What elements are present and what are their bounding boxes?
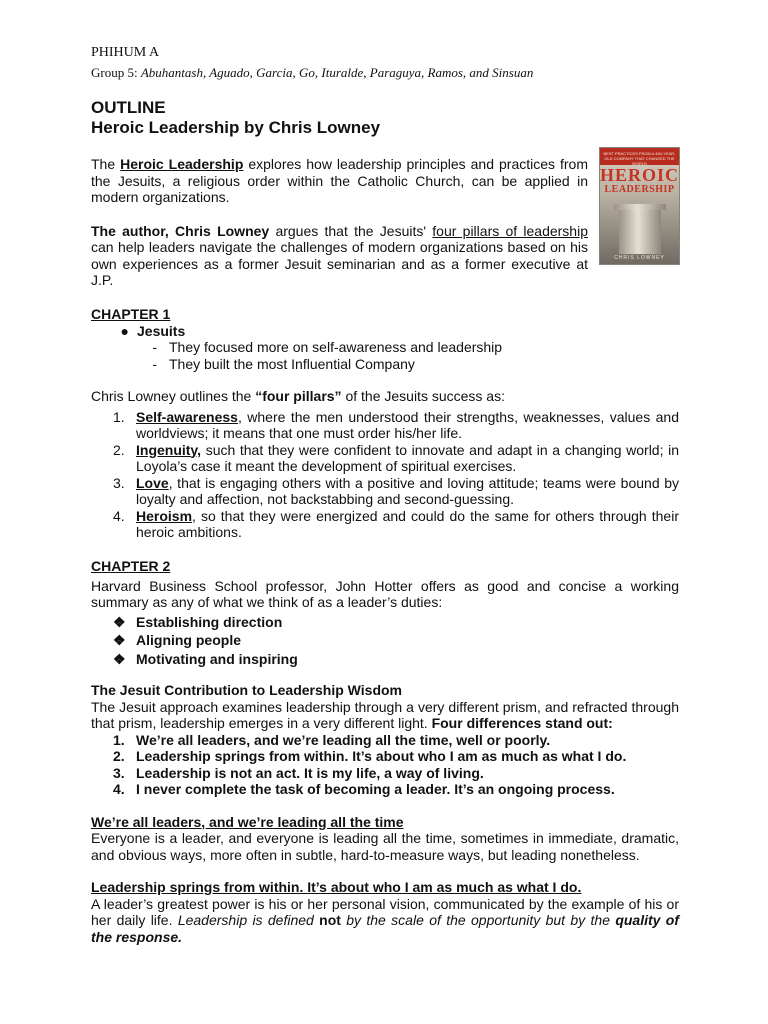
jesuit-contribution-text — [91, 699, 679, 732]
chapter-2-heading: CHAPTER 2 — [91, 557, 171, 574]
list-item — [91, 765, 679, 782]
item-number: 1. — [113, 731, 125, 748]
list-item — [91, 732, 679, 749]
bullet-label: Jesuits — [137, 322, 186, 339]
item-number: 4. — [113, 507, 125, 524]
intro-paragraph-2 — [91, 223, 588, 289]
item-text — [136, 475, 679, 508]
pillar-term: Heroism — [136, 507, 193, 524]
pillar-desc: , where the men understood their strengths, weaknesses, values and worldviews; it means that one must order his/her life. — [136, 408, 679, 441]
intro-paragraph-1 — [91, 156, 588, 206]
group-label: Group 5: — [91, 65, 138, 80]
dash-marker: - — [152, 355, 157, 372]
section-1-heading: We’re all leaders, and we’re leading all the time — [91, 813, 404, 830]
item-number: 2. — [113, 441, 125, 458]
pillar-desc: such that they were confident to innovate and adapt in a changing world; in Loyola’s case it meant the development of spiritual exercises. — [136, 441, 679, 474]
pillar-term: Ingenuity, — [136, 441, 202, 458]
intro-p2-post: can help leaders navigate the challenges of modern organizations based on his own experiences as a former Jesuit seminarian and as a former executive at J.P. — [91, 239, 588, 288]
pillar-term: Love — [136, 474, 169, 491]
chapter-2-intro: Harvard Business School professor, John Hotter offers as good and concise a working summary as any of what we think of as a leader’s duties: — [91, 577, 679, 610]
list-item — [91, 781, 679, 798]
bullet-jesuits — [91, 323, 679, 340]
item-text — [136, 409, 679, 442]
sec2-italic-1: Leadership is defined — [177, 912, 320, 928]
section-2-heading: Leadership springs from within. It’s about who I am as much as what I do. — [91, 879, 582, 895]
list-item — [91, 442, 679, 475]
item-number: 3. — [113, 474, 125, 491]
item-text — [136, 508, 679, 541]
group-members: Abuhantash, Aguado, Garcia, Go, Ituralde, Paraguya, Ramos, and Sinsuan — [140, 65, 534, 80]
dash-marker: - — [152, 339, 157, 355]
four-differences-label: Four differences stand out: — [431, 715, 613, 731]
intro-author: The author, Chris Lowney — [91, 222, 270, 239]
pillar-desc: , so that they were energized and could do the same for others through their heroic ambitions. — [136, 507, 679, 540]
book-cover-banner — [600, 148, 679, 165]
pillar-desc: , that is engaging others with a positive and loving attitude; teams were bound by loyalty and affection, not backstabbing and second-guessing. — [136, 474, 679, 507]
outline-title: OUTLINE — [91, 98, 166, 117]
list-item — [91, 748, 679, 765]
differences-list — [91, 732, 679, 798]
section-2-text — [91, 896, 679, 946]
sec2-text: A leader’s greatest power is his or her personal vision, communicated by the example of his or her daily life. — [91, 895, 679, 928]
sec2-italic-2: by the scale of the opportunity but by the — [340, 912, 616, 928]
book-cover-author: CHRIS LOWNEY — [614, 255, 665, 261]
duty-item — [91, 631, 679, 650]
sec2-bold-quality: quality of the response. — [91, 912, 679, 945]
chapter-1-heading: CHAPTER 1 — [91, 305, 171, 322]
diamond-bullet-icon: ❖ — [113, 650, 126, 667]
item-number: 2. — [113, 748, 125, 764]
duty-text: Aligning people — [136, 632, 241, 648]
diamond-bullet-icon: ❖ — [113, 613, 126, 630]
item-number: 4. — [113, 781, 125, 797]
pillars-bold: “four pillars” — [255, 388, 342, 404]
book-cover-tagline: BEST PRACTICES FROM A 450-YEAR-OLD COMPANY THAT CHANGED THE WORLD — [603, 151, 676, 166]
dash-text: They focused more on self-awareness and leadership — [169, 339, 503, 355]
duty-text: Motivating and inspiring — [136, 650, 298, 667]
book-title-heading: Heroic Leadership by Chris Lowney — [91, 118, 381, 137]
pillars-intro — [91, 388, 679, 405]
difference-text: Leadership springs from within. It’s about who I am as much as what I do. — [136, 748, 627, 764]
pillars-pre: Chris Lowney outlines the — [91, 388, 256, 404]
jesuit-contribution-heading: The Jesuit Contribution to Leadership Wisdom — [91, 682, 402, 698]
heroic-leadership-term: Heroic Leadership — [120, 156, 244, 172]
section-1-text: Everyone is a leader, and everyone is leading all the time, sometimes in immediate, dramatic, and obvious ways, more often in subtle, hard-to-measure ways, but leading nonetheless. — [91, 830, 679, 863]
list-item — [91, 409, 679, 442]
pillar-column — [619, 210, 661, 254]
book-cover-title: HEROIC — [600, 165, 680, 185]
difference-text: We’re all leaders, and we’re leading all the time, well or poorly. — [136, 731, 551, 748]
pillar-term: Self-awareness — [136, 408, 238, 425]
list-item — [91, 475, 679, 508]
book-cover-subtitle: LEADERSHIP — [604, 184, 675, 195]
list-item — [91, 508, 679, 541]
item-text — [136, 442, 679, 475]
jesuit-text: The Jesuit approach examines leadership through a very different prism, and refracted through that prism, leadership emerges in a very different light. — [91, 698, 679, 731]
diamond-bullet-icon: ❖ — [113, 632, 126, 648]
dash-item — [91, 339, 679, 356]
intro-p2-mid: argues that the Jesuits' — [269, 222, 433, 239]
item-number: 3. — [113, 764, 125, 781]
bullet-dot-icon: ● — [120, 322, 129, 339]
intro-p1-post: explores how leadership principles and practices from the Jesuits, a religious order within the Catholic Church, can be applied in modern organizations. — [91, 156, 588, 205]
difference-text: I never complete the task of becoming a leader. It’s an ongoing process. — [136, 781, 615, 797]
item-number: 1. — [113, 408, 125, 425]
sec2-bold-not: not — [319, 912, 341, 928]
duty-text: Establishing direction — [136, 613, 283, 630]
group-line — [91, 64, 679, 82]
pillars-post: of the Jesuits success as: — [341, 388, 505, 404]
duty-item — [91, 650, 679, 669]
course-label: PHIHUM A — [91, 45, 160, 60]
difference-text: Leadership is not an act. It is my life, a way of living. — [136, 764, 484, 781]
dash-text: They built the most Influential Company — [169, 355, 415, 372]
intro-p1-pre: The — [91, 156, 121, 172]
pillars-list — [91, 409, 679, 541]
dash-item — [91, 356, 679, 373]
four-pillars-term: four pillars of leadership — [432, 222, 588, 239]
duty-item — [91, 613, 679, 632]
book-cover-image — [599, 147, 680, 265]
document-page — [91, 44, 679, 945]
